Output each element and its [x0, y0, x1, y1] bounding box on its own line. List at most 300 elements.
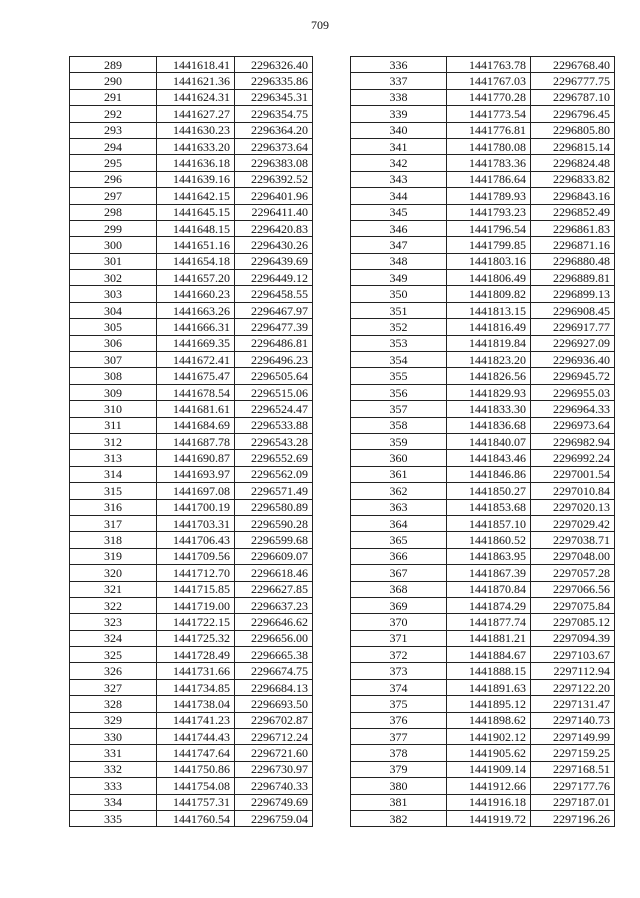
x-coordinate-cell: 1441786.64 [447, 171, 531, 187]
point-number-cell: 335 [70, 810, 157, 826]
point-number-cell: 329 [70, 712, 157, 728]
x-coordinate-cell: 1441806.49 [447, 270, 531, 286]
x-coordinate-cell: 1441738.04 [157, 696, 235, 712]
point-number-cell: 349 [351, 270, 447, 286]
x-coordinate-cell: 1441919.72 [447, 810, 531, 826]
point-number-cell: 330 [70, 729, 157, 745]
y-coordinate-cell: 2296326.40 [235, 57, 313, 73]
point-number-cell: 333 [70, 778, 157, 794]
x-coordinate-cell: 1441687.78 [157, 433, 235, 449]
table-row [351, 433, 615, 449]
y-coordinate-cell: 2296580.89 [235, 499, 313, 515]
x-coordinate-cell: 1441712.70 [157, 565, 235, 581]
y-coordinate-cell: 2296787.10 [531, 89, 615, 105]
point-number-cell: 366 [351, 548, 447, 564]
x-coordinate-cell: 1441853.68 [447, 499, 531, 515]
table-row [70, 253, 313, 269]
table-row [351, 581, 615, 597]
y-coordinate-cell: 2297010.84 [531, 483, 615, 499]
point-number-cell: 369 [351, 597, 447, 613]
table-row [351, 761, 615, 777]
x-coordinate-cell: 1441813.15 [447, 302, 531, 318]
point-number-cell: 305 [70, 319, 157, 335]
point-number-cell: 354 [351, 352, 447, 368]
point-number-cell: 350 [351, 286, 447, 302]
x-coordinate-cell: 1441728.49 [157, 647, 235, 663]
y-coordinate-cell: 2296871.16 [531, 237, 615, 253]
y-coordinate-cell: 2296477.39 [235, 319, 313, 335]
table-row [70, 794, 313, 810]
x-coordinate-cell: 1441884.67 [447, 647, 531, 663]
y-coordinate-cell: 2296364.20 [235, 122, 313, 138]
x-coordinate-cell: 1441796.54 [447, 220, 531, 236]
x-coordinate-cell: 1441863.95 [447, 548, 531, 564]
coordinate-table-body [351, 57, 615, 827]
point-number-cell: 296 [70, 171, 157, 187]
y-coordinate-cell: 2296740.33 [235, 778, 313, 794]
y-coordinate-cell: 2297122.20 [531, 679, 615, 695]
x-coordinate-cell: 1441840.07 [447, 433, 531, 449]
y-coordinate-cell: 2296496.23 [235, 352, 313, 368]
x-coordinate-cell: 1441697.08 [157, 483, 235, 499]
table-row [70, 89, 313, 105]
point-number-cell: 323 [70, 614, 157, 630]
x-coordinate-cell: 1441621.36 [157, 73, 235, 89]
table-row [351, 106, 615, 122]
table-row [70, 679, 313, 695]
y-coordinate-cell: 2296505.64 [235, 368, 313, 384]
y-coordinate-cell: 2296599.68 [235, 532, 313, 548]
x-coordinate-cell: 1441909.14 [447, 761, 531, 777]
table-row [70, 581, 313, 597]
point-number-cell: 357 [351, 401, 447, 417]
point-number-cell: 301 [70, 253, 157, 269]
point-number-cell: 298 [70, 204, 157, 220]
point-number-cell: 342 [351, 155, 447, 171]
y-coordinate-cell: 2296815.14 [531, 138, 615, 154]
x-coordinate-cell: 1441857.10 [447, 515, 531, 531]
point-number-cell: 313 [70, 450, 157, 466]
x-coordinate-cell: 1441826.56 [447, 368, 531, 384]
y-coordinate-cell: 2296777.75 [531, 73, 615, 89]
y-coordinate-cell: 2296486.81 [235, 335, 313, 351]
point-number-cell: 339 [351, 106, 447, 122]
table-row [351, 417, 615, 433]
point-number-cell: 297 [70, 188, 157, 204]
x-coordinate-cell: 1441731.66 [157, 663, 235, 679]
point-number-cell: 373 [351, 663, 447, 679]
point-number-cell: 344 [351, 188, 447, 204]
table-row [70, 712, 313, 728]
x-coordinate-cell: 1441803.16 [447, 253, 531, 269]
point-number-cell: 303 [70, 286, 157, 302]
y-coordinate-cell: 2296449.12 [235, 270, 313, 286]
table-row [351, 286, 615, 302]
y-coordinate-cell: 2296889.81 [531, 270, 615, 286]
point-number-cell: 376 [351, 712, 447, 728]
y-coordinate-cell: 2296515.06 [235, 384, 313, 400]
point-number-cell: 310 [70, 401, 157, 417]
y-coordinate-cell: 2297112.94 [531, 663, 615, 679]
table-row [351, 663, 615, 679]
point-number-cell: 289 [70, 57, 157, 73]
x-coordinate-cell: 1441648.15 [157, 220, 235, 236]
x-coordinate-cell: 1441870.84 [447, 581, 531, 597]
table-row [70, 401, 313, 417]
x-coordinate-cell: 1441891.63 [447, 679, 531, 695]
y-coordinate-cell: 2296335.86 [235, 73, 313, 89]
y-coordinate-cell: 2297159.25 [531, 745, 615, 761]
point-number-cell: 328 [70, 696, 157, 712]
point-number-cell: 348 [351, 253, 447, 269]
point-number-cell: 315 [70, 483, 157, 499]
x-coordinate-cell: 1441783.36 [447, 155, 531, 171]
point-number-cell: 319 [70, 548, 157, 564]
y-coordinate-cell: 2296627.85 [235, 581, 313, 597]
x-coordinate-cell: 1441789.93 [447, 188, 531, 204]
x-coordinate-cell: 1441633.20 [157, 138, 235, 154]
table-row [70, 745, 313, 761]
x-coordinate-cell: 1441874.29 [447, 597, 531, 613]
point-number-cell: 316 [70, 499, 157, 515]
point-number-cell: 363 [351, 499, 447, 515]
table-row [70, 466, 313, 482]
table-row [351, 515, 615, 531]
x-coordinate-cell: 1441672.41 [157, 352, 235, 368]
point-number-cell: 304 [70, 302, 157, 318]
x-coordinate-cell: 1441618.41 [157, 57, 235, 73]
table-row [70, 663, 313, 679]
x-coordinate-cell: 1441836.68 [447, 417, 531, 433]
point-number-cell: 371 [351, 630, 447, 646]
point-number-cell: 326 [70, 663, 157, 679]
x-coordinate-cell: 1441657.20 [157, 270, 235, 286]
y-coordinate-cell: 2296345.31 [235, 89, 313, 105]
point-number-cell: 338 [351, 89, 447, 105]
table-row [70, 433, 313, 449]
point-number-cell: 361 [351, 466, 447, 482]
y-coordinate-cell: 2296927.09 [531, 335, 615, 351]
point-number-cell: 345 [351, 204, 447, 220]
point-number-cell: 325 [70, 647, 157, 663]
y-coordinate-cell: 2296618.46 [235, 565, 313, 581]
y-coordinate-cell: 2297103.67 [531, 647, 615, 663]
x-coordinate-cell: 1441763.78 [447, 57, 531, 73]
y-coordinate-cell: 2296796.45 [531, 106, 615, 122]
x-coordinate-cell: 1441843.46 [447, 450, 531, 466]
table-row [351, 57, 615, 73]
y-coordinate-cell: 2296467.97 [235, 302, 313, 318]
y-coordinate-cell: 2296392.52 [235, 171, 313, 187]
point-number-cell: 324 [70, 630, 157, 646]
y-coordinate-cell: 2296759.04 [235, 810, 313, 826]
y-coordinate-cell: 2296543.28 [235, 433, 313, 449]
table-row [351, 253, 615, 269]
point-number-cell: 365 [351, 532, 447, 548]
y-coordinate-cell: 2296721.60 [235, 745, 313, 761]
table-row [351, 89, 615, 105]
x-coordinate-cell: 1441905.62 [447, 745, 531, 761]
y-coordinate-cell: 2296684.13 [235, 679, 313, 695]
y-coordinate-cell: 2296609.07 [235, 548, 313, 564]
y-coordinate-cell: 2296992.24 [531, 450, 615, 466]
table-row [70, 122, 313, 138]
table-row [351, 155, 615, 171]
table-row [70, 499, 313, 515]
table-row [70, 286, 313, 302]
table-row [351, 171, 615, 187]
point-number-cell: 312 [70, 433, 157, 449]
x-coordinate-cell: 1441780.08 [447, 138, 531, 154]
table-row [70, 335, 313, 351]
y-coordinate-cell: 2296552.69 [235, 450, 313, 466]
y-coordinate-cell: 2296401.96 [235, 188, 313, 204]
point-number-cell: 295 [70, 155, 157, 171]
x-coordinate-cell: 1441760.54 [157, 810, 235, 826]
table-row [351, 73, 615, 89]
table-row [70, 597, 313, 613]
point-number-cell: 317 [70, 515, 157, 531]
point-number-cell: 368 [351, 581, 447, 597]
table-row [351, 630, 615, 646]
table-row [70, 647, 313, 663]
y-coordinate-cell: 2296524.47 [235, 401, 313, 417]
table-row [70, 630, 313, 646]
table-row [70, 384, 313, 400]
table-row [351, 188, 615, 204]
y-coordinate-cell: 2296562.09 [235, 466, 313, 482]
table-row [70, 532, 313, 548]
table-row [70, 368, 313, 384]
x-coordinate-cell: 1441663.26 [157, 302, 235, 318]
x-coordinate-cell: 1441888.15 [447, 663, 531, 679]
y-coordinate-cell: 2297187.01 [531, 794, 615, 810]
table-row [351, 335, 615, 351]
x-coordinate-cell: 1441654.18 [157, 253, 235, 269]
y-coordinate-cell: 2296899.13 [531, 286, 615, 302]
x-coordinate-cell: 1441690.87 [157, 450, 235, 466]
x-coordinate-cell: 1441799.85 [447, 237, 531, 253]
y-coordinate-cell: 2296571.49 [235, 483, 313, 499]
table-row [351, 483, 615, 499]
y-coordinate-cell: 2296533.88 [235, 417, 313, 433]
y-coordinate-cell: 2296420.83 [235, 220, 313, 236]
table-row [351, 401, 615, 417]
y-coordinate-cell: 2297048.00 [531, 548, 615, 564]
y-coordinate-cell: 2296936.40 [531, 352, 615, 368]
point-number-cell: 378 [351, 745, 447, 761]
y-coordinate-cell: 2296702.87 [235, 712, 313, 728]
y-coordinate-cell: 2296458.55 [235, 286, 313, 302]
point-number-cell: 321 [70, 581, 157, 597]
table-row [351, 368, 615, 384]
x-coordinate-cell: 1441916.18 [447, 794, 531, 810]
table-row [70, 614, 313, 630]
y-coordinate-cell: 2296411.40 [235, 204, 313, 220]
table-row [70, 810, 313, 826]
point-number-cell: 347 [351, 237, 447, 253]
table-row [70, 204, 313, 220]
table-row [351, 138, 615, 154]
table-row [70, 270, 313, 286]
y-coordinate-cell: 2297029.42 [531, 515, 615, 531]
x-coordinate-cell: 1441706.43 [157, 532, 235, 548]
x-coordinate-cell: 1441651.16 [157, 237, 235, 253]
y-coordinate-cell: 2297057.28 [531, 565, 615, 581]
y-coordinate-cell: 2297085.12 [531, 614, 615, 630]
y-coordinate-cell: 2296880.48 [531, 253, 615, 269]
point-number-cell: 340 [351, 122, 447, 138]
y-coordinate-cell: 2296973.64 [531, 417, 615, 433]
y-coordinate-cell: 2296646.62 [235, 614, 313, 630]
table-row [351, 565, 615, 581]
y-coordinate-cell: 2296917.77 [531, 319, 615, 335]
point-number-cell: 291 [70, 89, 157, 105]
x-coordinate-cell: 1441895.12 [447, 696, 531, 712]
y-coordinate-cell: 2296843.16 [531, 188, 615, 204]
point-number-cell: 374 [351, 679, 447, 695]
y-coordinate-cell: 2296665.38 [235, 647, 313, 663]
table-row [351, 532, 615, 548]
point-number-cell: 377 [351, 729, 447, 745]
x-coordinate-cell: 1441850.27 [447, 483, 531, 499]
y-coordinate-cell: 2296768.40 [531, 57, 615, 73]
y-coordinate-cell: 2297001.54 [531, 466, 615, 482]
table-row [70, 417, 313, 433]
table-row [351, 696, 615, 712]
table-row [70, 188, 313, 204]
point-number-cell: 381 [351, 794, 447, 810]
point-number-cell: 318 [70, 532, 157, 548]
table-row [351, 466, 615, 482]
x-coordinate-cell: 1441627.27 [157, 106, 235, 122]
point-number-cell: 353 [351, 335, 447, 351]
y-coordinate-cell: 2296656.00 [235, 630, 313, 646]
x-coordinate-cell: 1441823.20 [447, 352, 531, 368]
x-coordinate-cell: 1441754.08 [157, 778, 235, 794]
y-coordinate-cell: 2297140.73 [531, 712, 615, 728]
x-coordinate-cell: 1441816.49 [447, 319, 531, 335]
point-number-cell: 367 [351, 565, 447, 581]
point-number-cell: 331 [70, 745, 157, 761]
x-coordinate-cell: 1441833.30 [447, 401, 531, 417]
x-coordinate-cell: 1441678.54 [157, 384, 235, 400]
y-coordinate-cell: 2296749.69 [235, 794, 313, 810]
y-coordinate-cell: 2297168.51 [531, 761, 615, 777]
table-row [351, 319, 615, 335]
x-coordinate-cell: 1441776.81 [447, 122, 531, 138]
table-row [70, 220, 313, 236]
point-number-cell: 327 [70, 679, 157, 695]
y-coordinate-cell: 2296852.49 [531, 204, 615, 220]
point-number-cell: 311 [70, 417, 157, 433]
table-row [351, 302, 615, 318]
table-row [70, 302, 313, 318]
table-row [351, 745, 615, 761]
table-row [70, 515, 313, 531]
x-coordinate-cell: 1441881.21 [447, 630, 531, 646]
point-number-cell: 308 [70, 368, 157, 384]
point-number-cell: 359 [351, 433, 447, 449]
point-number-cell: 309 [70, 384, 157, 400]
table-row [351, 679, 615, 695]
table-row [351, 647, 615, 663]
x-coordinate-cell: 1441867.39 [447, 565, 531, 581]
point-number-cell: 370 [351, 614, 447, 630]
table-row [70, 565, 313, 581]
point-number-cell: 293 [70, 122, 157, 138]
y-coordinate-cell: 2296430.26 [235, 237, 313, 253]
point-number-cell: 337 [351, 73, 447, 89]
point-number-cell: 351 [351, 302, 447, 318]
table-row [351, 352, 615, 368]
x-coordinate-cell: 1441660.23 [157, 286, 235, 302]
table-row [70, 761, 313, 777]
point-number-cell: 306 [70, 335, 157, 351]
table-row [351, 548, 615, 564]
y-coordinate-cell: 2297094.39 [531, 630, 615, 646]
table-row [70, 352, 313, 368]
table-row [351, 450, 615, 466]
table-row [351, 729, 615, 745]
x-coordinate-cell: 1441750.86 [157, 761, 235, 777]
point-number-cell: 360 [351, 450, 447, 466]
y-coordinate-cell: 2296354.75 [235, 106, 313, 122]
x-coordinate-cell: 1441744.43 [157, 729, 235, 745]
point-number-cell: 343 [351, 171, 447, 187]
table-row [351, 778, 615, 794]
x-coordinate-cell: 1441693.97 [157, 466, 235, 482]
point-number-cell: 355 [351, 368, 447, 384]
y-coordinate-cell: 2296861.83 [531, 220, 615, 236]
y-coordinate-cell: 2296373.64 [235, 138, 313, 154]
y-coordinate-cell: 2297177.76 [531, 778, 615, 794]
x-coordinate-cell: 1441829.93 [447, 384, 531, 400]
table-row [70, 73, 313, 89]
x-coordinate-cell: 1441898.62 [447, 712, 531, 728]
point-number-cell: 322 [70, 597, 157, 613]
table-row [70, 548, 313, 564]
y-coordinate-cell: 2296590.28 [235, 515, 313, 531]
coordinate-table-left [69, 56, 313, 827]
point-number-cell: 314 [70, 466, 157, 482]
x-coordinate-cell: 1441669.35 [157, 335, 235, 351]
x-coordinate-cell: 1441809.82 [447, 286, 531, 302]
x-coordinate-cell: 1441770.28 [447, 89, 531, 105]
x-coordinate-cell: 1441719.00 [157, 597, 235, 613]
x-coordinate-cell: 1441725.32 [157, 630, 235, 646]
y-coordinate-cell: 2297075.84 [531, 597, 615, 613]
table-row [351, 810, 615, 826]
y-coordinate-cell: 2296712.24 [235, 729, 313, 745]
point-number-cell: 346 [351, 220, 447, 236]
point-number-cell: 300 [70, 237, 157, 253]
x-coordinate-cell: 1441877.74 [447, 614, 531, 630]
point-number-cell: 375 [351, 696, 447, 712]
x-coordinate-cell: 1441715.85 [157, 581, 235, 597]
y-coordinate-cell: 2296637.23 [235, 597, 313, 613]
table-row [351, 499, 615, 515]
point-number-cell: 334 [70, 794, 157, 810]
x-coordinate-cell: 1441624.31 [157, 89, 235, 105]
table-row [70, 319, 313, 335]
y-coordinate-cell: 2297038.71 [531, 532, 615, 548]
table-row [70, 450, 313, 466]
table-row [70, 57, 313, 73]
x-coordinate-cell: 1441630.23 [157, 122, 235, 138]
y-coordinate-cell: 2296945.72 [531, 368, 615, 384]
x-coordinate-cell: 1441642.15 [157, 188, 235, 204]
